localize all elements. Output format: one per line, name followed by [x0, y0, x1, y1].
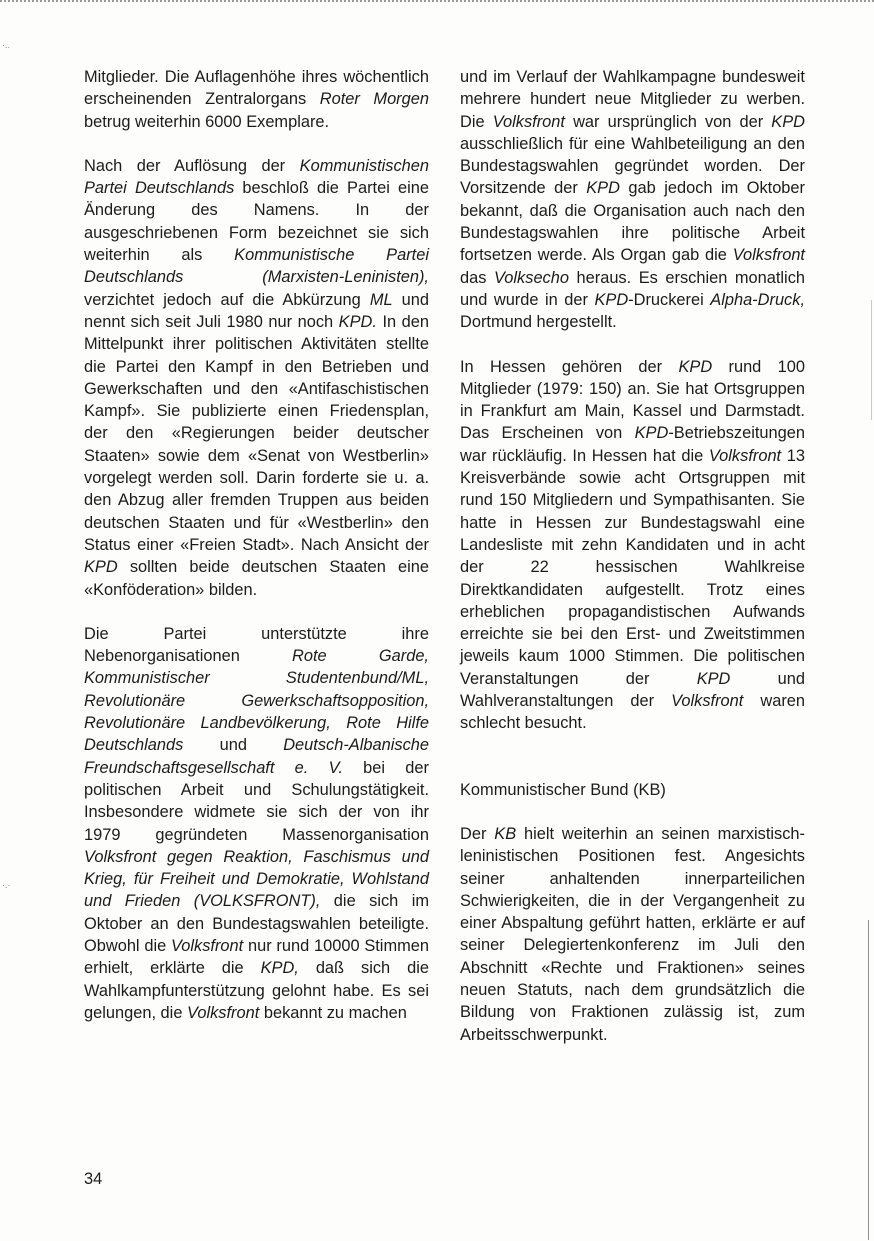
italic-term: KPD, — [260, 959, 299, 978]
text-run: ausschließlich für eine Wahlbeteiligung an den Bundestagswahlen gegründet worden. Der Vorsitzende der — [460, 134, 805, 198]
italic-term: Deutsch-Albanische Freundschaftsgesellschaft e. V. — [84, 736, 429, 777]
text-run: daß sich die Wahlkampfunterstützung gelohnt habe. Es sei gelungen, die — [84, 959, 429, 1022]
text-run: -Betriebszeitungen war rückläufig. In Hessen hat die — [460, 424, 805, 465]
text-run: 13 Kreisverbände sowie acht Ortsgruppen mit rund 150 Mitgliedern und Sympathisanten. Sie hatte in Hessen zur Bundestagswahl eine Landesliste mit zehn Kandidaten und in acht der 22 hessischen Wahlkreise Direktkandidaten aufgestellt. Trotz eines erheblichen propagandistischen Aufwands erreichte sie bei den Erst- und Zweitstimmen jeweils kaum 1000 Stimmen. Die politischen Veranstaltungen der — [460, 446, 805, 688]
left-column — [84, 66, 429, 1024]
text-run: rund 100 Mitglieder (1979: 150) an. Sie hat Ortsgruppen in Frankfurt am Main, Kassel und Darmstadt. Das Erscheinen von — [460, 357, 805, 443]
italic-term: KPD — [771, 112, 805, 131]
italic-term: ML — [369, 290, 393, 309]
italic-term: Kommunistischen Partei Deutschlands — [84, 156, 429, 198]
text-run: nur rund 10000 Stimmen erhielt, erklärte die — [84, 936, 429, 978]
text-run: beschloß die Partei eine Änderung des Namens. In der ausgeschriebenen Form bezeichnet sie sich weiterhin als — [84, 179, 429, 265]
italic-term: KB — [494, 824, 517, 843]
scan-edge-right-faint — [871, 300, 872, 420]
text-run: hielt weiterhin an seinen marxistisch-leninistischen Positionen fest. Angesichts seiner anhaltenden innerparteilichen Schwierigkeiten, die in der Vergangenheit zu einer Abspaltung geführt hatten, erklärte er auf seiner Delegiertenkonferenz im Juli den Abschnitt «Rechte und Fraktionen» seines neuen Statuts, nach dem grundsätzlich die Bildung von Fraktionen zulässig ist, zum Arbeitsschwerpunkt. — [460, 824, 805, 1044]
italic-term: Volksfront — [671, 692, 744, 711]
text-run: betrug weiterhin 6000 Exemplare. — [84, 112, 330, 131]
italic-term: Volksfront — [170, 936, 244, 955]
italic-term: Alpha-Druck, — [710, 290, 805, 309]
italic-term: Volksfront gegen Reaktion, Faschismus und Krieg, für Freiheit und Demokratie, Wohlstand und Frieden (VOLKSFRONT), — [84, 847, 429, 911]
text-run: verzichtet jedoch auf die Abkürzung — [84, 290, 370, 309]
text-run: sollten beide deutschen Staaten eine «Konföderation» bilden. — [84, 558, 429, 599]
text-run: In den Mittelpunkt ihrer politischen Aktivitäten stellte die Partei den Kampf in den Betrieben und Gewerkschaften und den «Antifaschistischen Kampf». Sie publizierte einen Friedensplan, der den «Regierungen beider deutscher Staaten» sowie dem «Senat von Westberlin» vorgelegt werden soll. Darin forderte sie u. a. den Abzug aller fremden Truppen aus beiden deutschen Staaten und für «Westberlin» den Status einer «Freien Stadt». Nach Ansicht der — [84, 312, 429, 554]
text-run: das — [460, 268, 494, 287]
text-run: war ursprünglich von der — [564, 112, 772, 131]
right-column — [460, 66, 805, 1046]
italic-term: Volksfront — [708, 446, 782, 465]
page-number: 34 — [84, 1170, 103, 1188]
paragraph-left-1 — [84, 66, 429, 133]
italic-term: KPD — [634, 424, 669, 443]
italic-term: Volksfront — [492, 112, 565, 131]
text-run: die sich im Oktober an den Bundestagswahlen beteiligte. Obwohl die — [84, 892, 429, 955]
scan-edge-right — [868, 920, 869, 1240]
text-run: heraus. Es erschien monatlich und wurde in der — [460, 268, 805, 309]
scan-speck: ·.. — [2, 40, 10, 50]
text-run: waren schlecht besucht. — [460, 692, 806, 733]
italic-term: KPD — [84, 558, 118, 577]
text-run: und im Verlauf der Wahlkampagne bundesweit mehrere hundert neue Mitglieder zu werben. Die — [460, 68, 805, 131]
text-run: bei der politischen Arbeit und Schulungstätigkeit. Insbesondere widmete sie sich der von ihr 1979 gegründeten Massenorganisation — [84, 758, 429, 844]
paragraph-right-1 — [460, 66, 805, 334]
italic-term: KPD. — [338, 312, 377, 331]
text-run: Der — [460, 824, 495, 843]
text-run: Mitglieder. Die Auflagenhöhe ihres wöchentlich erscheinenden Zentralorgans — [84, 68, 429, 109]
text-run: und — [183, 736, 284, 755]
text-run: Nach der Auflösung der — [84, 156, 300, 175]
italic-term: Volksfront — [732, 246, 805, 265]
text-run: In Hessen gehören der — [460, 357, 679, 376]
scan-speck: ·.· — [2, 880, 11, 890]
italic-term: Roter Morgen — [319, 90, 429, 109]
italic-term: Kommunistische Partei Deutschlands (Marxisten-Leninisten), — [84, 246, 429, 287]
text-run: bekannt zu machen — [259, 1003, 407, 1022]
text-run: Die Partei unterstützte ihre Nebenorganisationen — [84, 624, 429, 666]
italic-term: Volksecho — [493, 268, 569, 287]
text-run: und nennt sich seit Juli 1980 nur noch — [84, 290, 429, 331]
paragraph-left-2 — [84, 155, 429, 601]
text-run: Dortmund hergestellt. — [460, 313, 617, 332]
scan-edge-top — [0, 0, 874, 7]
section-heading: Kommunistischer Bund (KB) — [460, 780, 666, 799]
italic-term: KPD — [678, 357, 713, 376]
paragraph-right-2 — [460, 356, 805, 735]
italic-term: KPD — [586, 179, 620, 198]
paragraph-kb — [460, 823, 805, 1046]
italic-term: KPD — [594, 290, 629, 309]
text-run: gab jedoch im Oktober bekannt, daß die Organisation auch nach den Bundestagswahlen ihre politische Arbeit fortsetzen werde. Als Organ gab die — [460, 179, 805, 265]
italic-term: KPD — [696, 669, 731, 688]
italic-term: Rote Garde, Kommunistischer Studentenbund/ML, Revolutionäre Gewerkschaftsopposition, Revolutionäre Landbevölkerung, Rote Hilfe Deutschlands — [84, 647, 429, 755]
text-run: und Wahlveranstaltungen der — [460, 669, 805, 711]
text-run: -Druckerei — [628, 290, 711, 309]
italic-term: Volksfront — [187, 1003, 260, 1022]
paragraph-left-3 — [84, 623, 429, 1024]
